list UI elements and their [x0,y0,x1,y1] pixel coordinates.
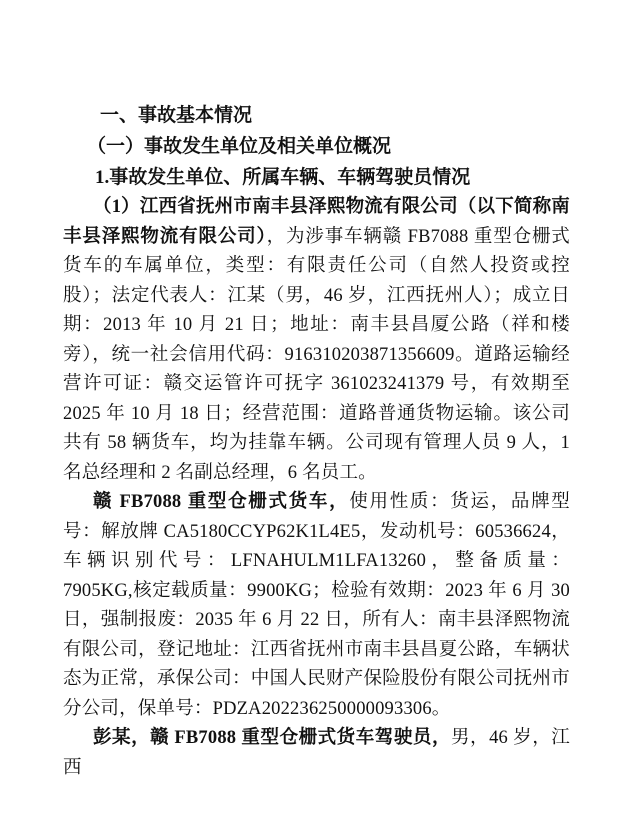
section-heading [63,100,570,131]
text-segment-bold: 彭某，赣 FB7088 重型仓栅式货车驾驶员， [93,728,451,748]
heading-text: （一）事故发生单位及相关单位概况 [87,136,392,157]
paragraph-driver [63,724,570,783]
text-segment: 使用性质：货运，品牌型号：解放牌 CA5180CCYP62K1L4E5，发动机号：60536624，车辆识别代号：LFNAHULM1LFA13260，整备质量：7905KG,核定载质量：9900KG；检验有效期：2023 年 6 月 30 日，强制报废：2035 年 6 月 22 日，所有人：南丰县泽熙物流有限公司，登记地址：江西省抚州市南丰县昌夏公路，车辆状态为正常，承保公司：中国人民财产保险股份有限公司抚州市分公司，保单号：PDZA202236250000093306。 [63,492,570,719]
text-segment-bold: （1）江西省抚州市南丰县泽熙物流有限公司（以下简称南丰县泽熙物流有限公司） [63,197,570,247]
sub-subsection-heading [63,162,570,193]
text-segment-bold: 赣 FB7088 重型仓栅式货车， [93,492,350,512]
document-body [63,100,570,783]
heading-text: 一、事故基本情况 [100,105,253,126]
heading-text: 1.事故发生单位、所属车辆、车辆驾驶员情况 [95,167,471,188]
paragraph-vehicle [63,488,570,724]
paragraph-company [63,193,570,488]
subsection-heading [63,131,570,162]
text-segment: 男，46 岁，江西 [63,728,570,778]
text-segment: ，为涉事车辆赣 FB7088 重型仓栅式货车的车属单位，类型：有限责任公司（自然人投资或控股）；法定代表人：江某（男，46 岁，江西抚州人）；成立日期：2013 年 10 月 21 日；地址：南丰县昌厦公路（祥和楼旁），统一社会信用代码：916310203871356609。道路运输经营许可证：赣交运管许可抚字 361023241379 号，有效期至 2025 年 10 月 18 日；经营范围：道路普通货物运输。该公司共有 58 辆货车，均为挂靠车辆。公司现有管理人员 9 人，1 名总经理和 2 名副总经理，6 名员工。 [63,226,571,483]
